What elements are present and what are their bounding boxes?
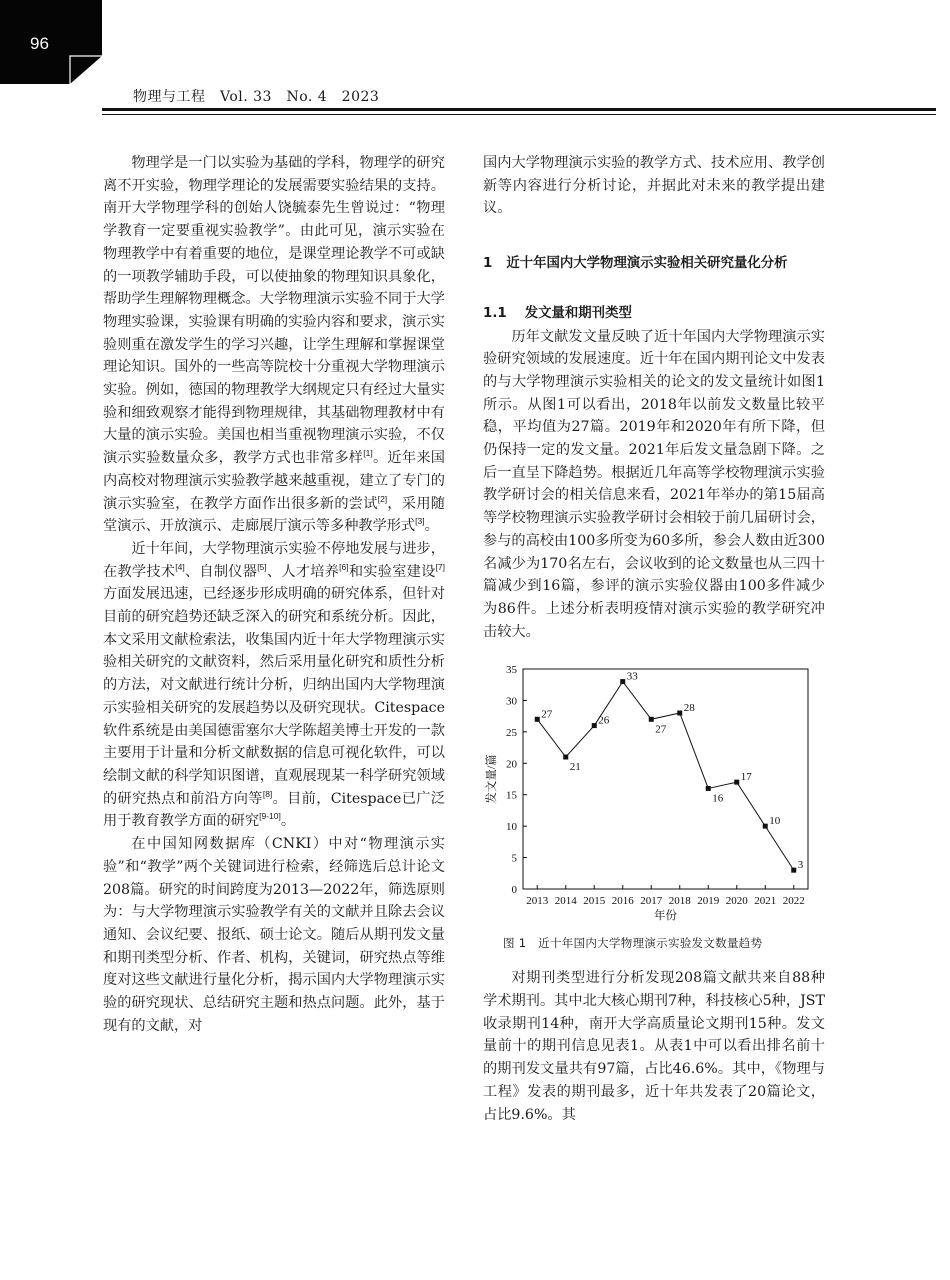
- data-point-2022: [791, 868, 796, 873]
- x-tick-label: 2021: [754, 895, 777, 908]
- citation-6[interactable]: [6]: [339, 561, 349, 572]
- intro-paragraph-2: 近十年间，大学物理演示实验不停地发展与进步，在教学技术[4]、自制仪器[5]、人才培养[6]和实验室建设[7]方面发展迅速，已经逐步形成明确的研究体系，但针对目前的研究趋势还缺乏深入的研究和系统分析。因此，本文采用文献检索法，收集国内近十年大学物理演示实验相关研究的文献资料，然后采用量化研究和质性分析的方法，对文献进行统计分析，归纳出国内大学物理演示实验相关研究的发展趋势以及研究现状。Citespace软件系统是由美国德雷塞尔大学陈超美博士开发的一款主要用于计量和分析文献数据的信息可视化软件，可以绘制文献的科学知识图谱，直观展现某一科学研究领域的研究热点和前沿方向等[8]。目前，Citespace已广泛用于教育教学方面的研究[9-10]。: [103, 540, 445, 830]
- data-point-2019: [706, 786, 711, 791]
- y-tick-label: 15: [506, 790, 517, 803]
- section-1-title: 近十年国内大学物理演示实验相关研究量化分析: [506, 256, 788, 272]
- plot-frame: [523, 669, 808, 889]
- publication-trend-chart: [483, 653, 825, 928]
- right-column: [483, 152, 825, 1126]
- y-tick-label: 25: [506, 727, 517, 740]
- x-tick-label: 2020: [725, 895, 748, 908]
- citation-3[interactable]: [3]: [415, 516, 425, 527]
- section-1-1-title: 发文量和期刊类型: [524, 305, 632, 321]
- series-line: [537, 682, 794, 871]
- x-tick-label: 2014: [554, 895, 577, 908]
- intro-paragraph-3: 在中国知网数据库（CNKI）中对“物理演示实验”和“教学”两个关键词进行检索，经筛选后总计论文208篇。研究的时间跨度为2013—2022年，筛选原则为：与大学物理演示实验教学有关的文献并且除去会议通知、会议纪要、报纸、硕士论文。随后从期刊发文量和期刊类型分析、作者、机构，关键词，研究热点等维度对这些文献进行量化分析，揭示国内大学物理演示实验的研究现状、总结研究主题和热点问题。此外，基于现有的文献，对: [103, 836, 445, 1034]
- section-1-number: 1: [483, 256, 493, 272]
- intro-paragraph-1: 物理学是一门以实验为基础的学科，物理学的研究离不开实验，物理学理论的发展需要实验结果的支持。南开大学物理学科的创始人饶毓泰先生曾说过：“物理学教育一定要重视实验教学”。由此可见，演示实验在物理教学中有着重要的地位，是课堂理论教学不可或缺的一项教学辅助手段，可以使抽象的物理知识具象化，帮助学生理解物理概念。大学物理演示实验不同于大学物理实验课，实验课有明确的实验内容和要求，演示实验则重在激发学生的学习兴趣，让学生理解和掌握课堂理论知识。国外的一些高等院校十分重视大学物理演示实验。例如，德国的物理教学大纲规定只有经过大量实验和细致观察才能得到物理规律，其基础物理教材中有大量的演示实验。美国也相当重视物理演示实验，不仅演示实验数量众多，教学方式也非常多样[1]。近年来国内高校对物理演示实验教学越来越重视，建立了专门的演示实验室，在教学方面作出很多新的尝试[2]，采用随堂演示、开放演示、走廊展厅演示等多种教学形式[3]。: [103, 155, 445, 535]
- x-tick-label: 2022: [782, 895, 805, 908]
- x-tick-label: 2018: [668, 895, 691, 908]
- x-tick-label: 2015: [583, 895, 606, 908]
- figure-1: [483, 653, 825, 953]
- y-axis-label: 发文量/篇: [486, 754, 498, 804]
- y-tick-label: 10: [506, 821, 517, 834]
- data-label-2015: 26: [598, 714, 610, 727]
- data-point-2013: [535, 717, 540, 722]
- data-label-2020: 17: [740, 771, 752, 784]
- data-label-2022: 3: [797, 859, 804, 872]
- citation-9-10[interactable]: [9-10]: [259, 811, 281, 822]
- page-corner-block: [0, 0, 102, 84]
- citation-5[interactable]: [5]: [257, 561, 267, 572]
- section-1-1-paragraph-2: 对期刊类型进行分析发现208篇文献共来自88种学术期刊。其中北大核心期刊7种，科技核心5种，JST收录期刊14种，南开大学高质量论文期刊15种。发文量前十的期刊信息见表1。从表1中可以看出排名前十的期刊发文量共有97篇，占比46.6%。其中，《物理与工程》发表的期刊最多，近十年共发表了20篇论文，占比9.6%。其: [483, 970, 825, 1123]
- x-tick-label: 2019: [697, 895, 720, 908]
- data-point-2014: [563, 755, 568, 760]
- y-tick-label: 35: [506, 664, 517, 677]
- data-label-2016: 33: [626, 670, 638, 683]
- intro-paragraph-continued: 国内大学物理演示实验的教学方式、技术应用、教学创新等内容进行分析讨论，并据此对未来的教学提出建议。: [483, 155, 825, 217]
- citation-2[interactable]: [2]: [377, 493, 388, 504]
- data-label-2017: 27: [655, 723, 667, 736]
- header-rule-thin: [102, 114, 936, 115]
- x-tick-label: 2016: [611, 895, 634, 908]
- section-1-1-number: 1.1: [483, 305, 507, 321]
- running-head: 物理与工程 Vol. 33 No. 4 2023: [133, 89, 380, 105]
- section-1-1-heading: [483, 303, 825, 326]
- citation-7[interactable]: [7]: [435, 561, 445, 572]
- y-tick-label: 5: [511, 852, 517, 865]
- x-tick-label: 2013: [526, 895, 549, 908]
- section-1-1-paragraph-1: 历年文献发文量反映了近十年国内大学物理演示实验研究领域的发展速度。近十年在国内期刊论文中发表的与大学物理演示实验相关的论文的发文量统计如图1所示。从图1可以看出，2018年以前发文数量比较平稳，平均值为27篇。2019年和2020年有所下降，但仍保持一定的发文量。2021年后发文量急剧下降。之后一直呈下降趋势。根据近几年高等学校物理演示实验教学研讨会的相关信息来看，2021年举办的第15届高等学校物理演示实验教学研讨会相较于前几届研讨会，参与的高校由100多所变为60多所，参会人数由近300名减少为170名左右，会议收到的论文数量也从三四十篇减少到16篇，参评的演示实验仪器由100多件减少为86件。上述分析表明疫情对演示实验的教学研究冲击较大。: [483, 328, 825, 640]
- data-label-2021: 10: [769, 815, 781, 828]
- y-tick-label: 20: [506, 758, 517, 771]
- data-label-2019: 16: [712, 792, 724, 805]
- data-point-2017: [649, 717, 654, 722]
- x-tick-label: 2017: [640, 895, 663, 908]
- data-label-2018: 28: [683, 702, 695, 715]
- y-tick-label: 0: [511, 884, 517, 897]
- citation-1[interactable]: [1]: [363, 448, 373, 459]
- x-axis-label: 年份: [654, 910, 677, 923]
- data-point-2015: [592, 723, 597, 728]
- page-number: 96: [30, 34, 49, 53]
- data-label-2014: 21: [569, 761, 581, 774]
- data-point-2020: [734, 780, 739, 785]
- citation-4[interactable]: [4]: [175, 561, 185, 572]
- citation-8[interactable]: [8]: [262, 788, 273, 799]
- data-label-2013: 27: [541, 708, 553, 721]
- section-1-heading: [483, 253, 825, 276]
- data-point-2016: [620, 679, 625, 684]
- header-rule-thick: [102, 108, 936, 111]
- y-tick-label: 30: [506, 695, 517, 708]
- left-column: [103, 152, 445, 1037]
- data-point-2018: [677, 711, 682, 716]
- data-point-2021: [763, 824, 768, 829]
- figure-1-caption: 图 1 近十年国内大学物理演示实验发文数量趋势: [503, 936, 763, 951]
